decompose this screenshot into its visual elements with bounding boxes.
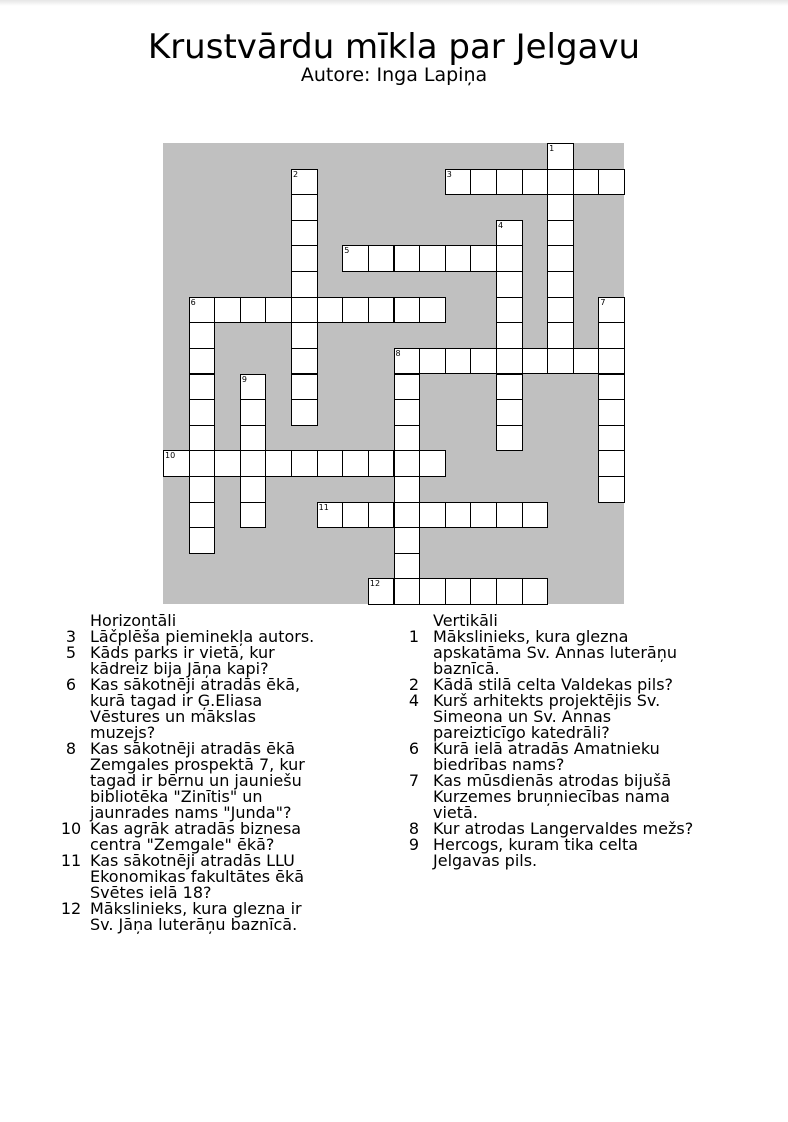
grid-cell[interactable] [240, 297, 267, 324]
grid-cell[interactable] [598, 374, 625, 401]
grid-cell[interactable] [470, 502, 497, 529]
grid-cell[interactable] [470, 348, 497, 375]
clue-text: Kurš arhitekts projektējis Sv. Simeona un Sv. Annas pareizticīgo katedrāli? [433, 691, 661, 742]
clue-text: Kas sākotnēji atradās LLU Ekonomikas fakultātes ēkā Svētes ielā 18? [90, 851, 305, 902]
across-clue-11 [52, 853, 322, 901]
grid-cell[interactable] [470, 169, 497, 196]
grid-cell[interactable] [547, 220, 574, 247]
cell-number-1: 1 [549, 144, 555, 153]
grid-cell[interactable] [573, 169, 600, 196]
down-clue-6 [395, 741, 695, 773]
clue-number: 6 [408, 739, 420, 758]
page-title: Krustvārdu mīkla par Jelgavu [147, 27, 641, 67]
grid-cell[interactable] [240, 476, 267, 503]
down-clue-list [395, 629, 695, 869]
grid-cell[interactable] [189, 348, 216, 375]
page-subtitle: Autore: Inga Lapiņa [300, 64, 488, 86]
clue-text: Kas mūsdienās atrodas bijušā Kurzemes bruņniecības nama vietā. [433, 771, 672, 822]
clue-text: Mākslinieks, kura glezna apskatāma Sv. Annas luterāņu baznīcā. [433, 627, 678, 678]
clue-number: 4 [408, 691, 420, 710]
grid-cell[interactable] [291, 348, 318, 375]
grid-cell[interactable] [189, 527, 216, 554]
across-clue-12 [52, 901, 322, 933]
grid-cell[interactable] [368, 297, 395, 324]
clue-text: Kādā stilā celta Valdekas pils? [433, 675, 674, 694]
grid-cell[interactable] [265, 297, 292, 324]
down-clue-7 [395, 773, 695, 821]
grid-cell[interactable] [598, 169, 625, 196]
grid-cell[interactable] [189, 425, 216, 452]
grid-cell[interactable] [419, 297, 446, 324]
clue-number: 3 [65, 627, 77, 646]
down-heading: Vertikāli [433, 611, 498, 630]
cell-number-7: 7 [600, 297, 606, 307]
grid-cell[interactable] [291, 450, 318, 477]
clue-number: 11 [60, 851, 82, 870]
across-clue-6 [52, 677, 322, 741]
grid-cell[interactable] [496, 348, 523, 375]
clue-text: Kur atrodas Langervaldes mežs? [433, 819, 694, 838]
clue-number: 8 [408, 819, 420, 838]
down-clue-1 [395, 629, 695, 677]
clue-number: 10 [60, 819, 82, 838]
cell-number-10: 10 [165, 451, 176, 461]
grid-cell[interactable] [522, 169, 549, 196]
clue-text: Kurā ielā atradās Amatnieku biedrības nams? [433, 739, 660, 774]
grid-cell[interactable] [598, 348, 625, 375]
grid-cell[interactable] [598, 425, 625, 452]
grid-cell[interactable] [496, 169, 523, 196]
clue-number: 8 [65, 739, 77, 758]
clue-text: Kas sākotnēji atradās ēkā Zemgales prospektā 7, kur tagad ir bērnu un jauniešu bibliotēka "Zinītis" un jaunrades nams "Junda"? [90, 739, 305, 822]
grid-cell[interactable] [291, 399, 318, 426]
grid-cell[interactable] [445, 348, 472, 375]
grid-cell[interactable] [496, 297, 523, 324]
grid-cell[interactable] [342, 502, 369, 529]
grid-cell[interactable] [240, 399, 267, 426]
grid-cell[interactable] [394, 399, 421, 426]
grid-cell[interactable] [522, 502, 549, 529]
clue-text: Hercogs, kuram tika celta Jelgavas pils. [433, 835, 639, 870]
grid-cell[interactable] [317, 297, 344, 324]
grid-cell[interactable] [547, 271, 574, 298]
down-clue-9 [395, 837, 695, 869]
across-clue-10 [52, 821, 322, 853]
grid-cell[interactable] [240, 425, 267, 452]
grid-cell[interactable] [189, 476, 216, 503]
crossword-grid [163, 143, 624, 604]
across-clue-8 [52, 741, 322, 821]
grid-cell[interactable] [240, 450, 267, 477]
grid-cell[interactable] [394, 450, 421, 477]
grid-cell[interactable] [547, 169, 574, 196]
grid-cell[interactable] [394, 578, 421, 605]
cell-number-2: 2 [293, 169, 299, 179]
grid-cell[interactable] [598, 322, 625, 349]
grid-cell[interactable] [496, 425, 523, 452]
grid-cell[interactable] [496, 399, 523, 426]
down-clue-4 [395, 693, 695, 741]
clue-number: 1 [408, 627, 420, 646]
across-heading: Horizontāli [90, 611, 177, 630]
grid-cell[interactable] [394, 476, 421, 503]
clue-number: 9 [408, 835, 420, 854]
clue-text: Kas agrāk atradās biznesa centra "Zemgale" ēkā? [90, 819, 302, 854]
grid-cell[interactable] [496, 502, 523, 529]
grid-cell[interactable] [368, 502, 395, 529]
grid-cell[interactable] [445, 578, 472, 605]
grid-cell[interactable] [470, 245, 497, 272]
grid-cell[interactable] [394, 297, 421, 324]
grid-cell[interactable] [189, 450, 216, 477]
grid-cell[interactable] [419, 450, 446, 477]
cell-number-8: 8 [395, 348, 401, 358]
grid-cell[interactable] [547, 194, 574, 221]
grid-cell[interactable] [496, 271, 523, 298]
clue-text: Mākslinieks, kura glezna ir Sv. Jāņa luterāņu baznīcā. [90, 899, 302, 934]
grid-cell[interactable] [368, 450, 395, 477]
grid-cell[interactable] [189, 322, 216, 349]
grid-cell[interactable] [547, 322, 574, 349]
grid-cell[interactable] [291, 271, 318, 298]
grid-cell[interactable] [291, 297, 318, 324]
cell-number-6: 6 [190, 297, 196, 307]
grid-cell[interactable] [317, 450, 344, 477]
clue-number: 6 [65, 675, 77, 694]
grid-cell[interactable] [189, 399, 216, 426]
clue-text: Lāčplēša pieminekļa autors. [90, 627, 315, 646]
grid-cell[interactable] [547, 348, 574, 375]
grid-cell[interactable] [291, 220, 318, 247]
grid-cell[interactable] [394, 374, 421, 401]
grid-cell[interactable] [522, 348, 549, 375]
grid-cell[interactable] [291, 322, 318, 349]
grid-cell[interactable] [419, 245, 446, 272]
grid-cell[interactable] [496, 578, 523, 605]
clue-text: Kas sākotnēji atradās ēkā, kurā tagad ir Ģ.Eliasa Vēstures un mākslas muzejs? [90, 675, 301, 742]
grid-cell[interactable] [394, 527, 421, 554]
grid-cell[interactable] [342, 297, 369, 324]
clue-number: 7 [408, 771, 420, 790]
cell-number-5: 5 [344, 246, 350, 256]
grid-cell[interactable] [291, 374, 318, 401]
grid-cell[interactable] [189, 374, 216, 401]
clue-number: 2 [408, 675, 420, 694]
grid-cell[interactable] [394, 245, 421, 272]
grid-cell[interactable] [496, 374, 523, 401]
grid-cell[interactable] [265, 450, 292, 477]
grid-cell[interactable] [240, 502, 267, 529]
grid-cell[interactable] [598, 399, 625, 426]
grid-cell[interactable] [394, 553, 421, 580]
across-clue-list [52, 629, 322, 933]
grid-cell[interactable] [342, 450, 369, 477]
cell-number-9: 9 [241, 374, 247, 384]
clue-text: Kāds parks ir vietā, kur kādreiz bija Jāņa kapi? [90, 643, 275, 678]
grid-cell[interactable] [547, 245, 574, 272]
cell-number-3: 3 [446, 169, 452, 179]
across-clue-5 [52, 645, 322, 677]
grid-cell[interactable] [522, 578, 549, 605]
grid-cell[interactable] [291, 245, 318, 272]
across-clues [52, 613, 322, 933]
cell-number-11: 11 [318, 502, 329, 512]
top-edge [0, 0, 788, 6]
grid-cell[interactable] [189, 502, 216, 529]
grid-cell[interactable] [214, 450, 241, 477]
grid-cell[interactable] [496, 245, 523, 272]
grid-cell[interactable] [445, 502, 472, 529]
grid-cell[interactable] [470, 578, 497, 605]
grid-cell[interactable] [394, 425, 421, 452]
grid-cell[interactable] [598, 450, 625, 477]
grid-cell[interactable] [419, 502, 446, 529]
grid-cell[interactable] [368, 245, 395, 272]
grid-cell[interactable] [291, 194, 318, 221]
grid-cell[interactable] [445, 245, 472, 272]
grid-cell[interactable] [496, 322, 523, 349]
grid-cell[interactable] [598, 476, 625, 503]
grid-cell[interactable] [214, 297, 241, 324]
clue-number: 12 [60, 899, 82, 918]
grid-cell[interactable] [419, 348, 446, 375]
grid-cell[interactable] [573, 348, 600, 375]
grid-cell[interactable] [547, 297, 574, 324]
cell-number-12: 12 [369, 579, 381, 589]
cell-number-4: 4 [497, 220, 504, 230]
grid-cell[interactable] [394, 502, 421, 529]
down-clues [395, 613, 695, 869]
grid-cell[interactable] [419, 578, 446, 605]
clue-number: 5 [65, 643, 77, 662]
